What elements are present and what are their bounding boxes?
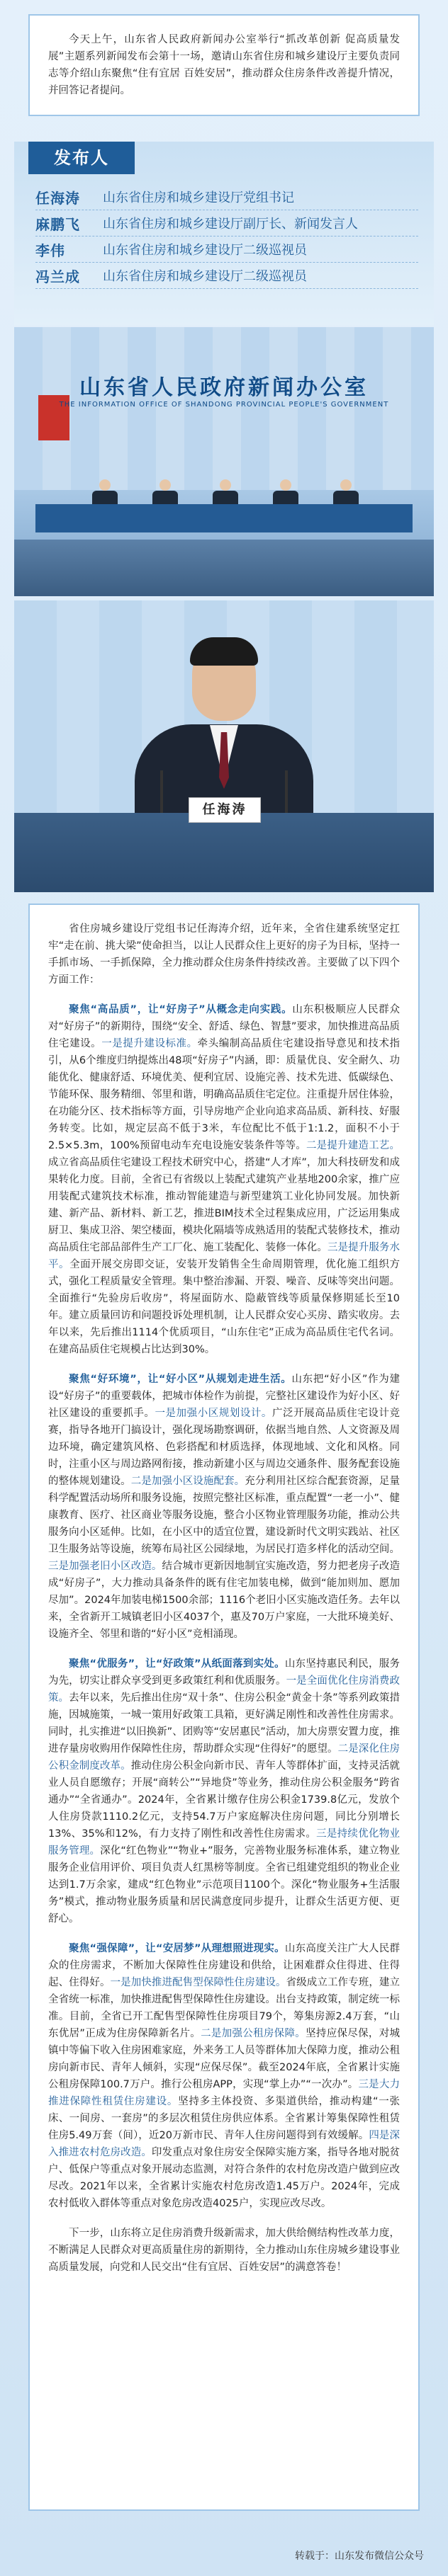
portrait-hair bbox=[190, 637, 258, 666]
speaker-figure bbox=[213, 479, 238, 508]
speaker-row bbox=[35, 210, 418, 236]
audience bbox=[14, 540, 434, 596]
speaker-figure bbox=[92, 479, 118, 508]
speaker-figure bbox=[152, 479, 178, 508]
section-heading: 聚焦“好环境”，让“好小区”从规划走进生活。 bbox=[69, 1374, 292, 1385]
paragraph-text: 山东高度关注广大人民群众的住房需求，不断加大保障性住房建设和供给，让困难群众住得进、住得起、住得好。 bbox=[48, 1943, 401, 1988]
paragraph bbox=[48, 1001, 400, 1358]
paragraph-text: 牵头编制高品质住宅建设指导意见和技术指引，从6个维度归纳提炼出48项“好房子”内涵，即：质量优良、安全耐久、功能优化、健康舒适、环境优美、便利宜居、设施完善、技术先进、低碳绿色、节能环保、服务精细、邻里和谐，明确高品质住宅定位。注重提升居住体验，在功能分区、技术指标等方面，引导房地产企业向追求高品质、新科技、好服务转变。比如，规定层高不低于3米，车位配比不低于1:1.2，面积不小于2.5×5.3m，100%预留电动车充电设施安装条件等等。 bbox=[48, 1038, 400, 1151]
paragraph-text: 山东把“好小区”作为建设“好房子”的重要载体，把城市体检作为前提，完整社区建设作为好小区、好社区建设的重要抓手。 bbox=[48, 1374, 400, 1419]
subheading: 二是加强公租房保障。 bbox=[201, 2028, 306, 2039]
hall-title: 山东省人民政府新闻办公室 bbox=[79, 375, 369, 400]
paragraph-text: 结合城市更新因地制宜实施改造，努力把老房子改造成“好房子”，大力推动具备条件的既有住宅加装电梯，做到“能加则加、愿加尽加”。2024年加装电梯1500余部；1116个老旧小区实施改造任务。去年以来，全省新开工城镇老旧小区4037个，惠及70万户家庭，一大批环境美好、设施齐全、邻里和谐的“好小区”竞相涌现。 bbox=[48, 1561, 400, 1640]
paragraph-text: 坚持多主体投资、多渠道供给，推动构建“一张床、一间房、一套房”的多层次租赁住房供应体系。全省累计筹集保障性租赁住房5.49万套（间），近20万新市民、青年人住房问题得到有效缓解。 bbox=[48, 2096, 401, 2141]
subheading: 一是加快推进配售型保障性住房建设。 bbox=[110, 1977, 286, 1988]
subheading: 二是加强小区设施配套。 bbox=[130, 1476, 245, 1487]
paragraph-text: 深化“红色物业”“物业+”服务，完善物业服务标准体系，建立物业服务企业信用评价、项目负责人红黑榜等制度。全省已组建党组织的物业企业达到1.7万余家，建成“红色物业”示范项目1100个。深化“物业服务+生活服务”模式，推动物业服务质量和居民满意度同步提升，让群众生活更方便、更舒心。 bbox=[48, 1845, 400, 1925]
paragraph-text: 山东积极顺应人民群众对“好房子”的新期待，围绕“安全、舒适、绿色、智慧”要求，加快推进高品质住宅建设。 bbox=[48, 1004, 400, 1049]
speaker-title: 山东省住房和城乡建设厅党组书记 bbox=[103, 190, 294, 205]
microphone-icon bbox=[160, 770, 163, 813]
subheading: 四是深入推进农村危房改造。 bbox=[48, 2130, 401, 2158]
section-heading: 聚焦“优服务”，让“好政策”从纸面落到实处。 bbox=[69, 1658, 285, 1670]
speakers-section bbox=[14, 142, 434, 326]
paragraph bbox=[48, 921, 400, 988]
paragraph-text: 全面开展交房即交证，安装开发销售全生命周期管理，优化施工组织方式，强化工程质量安全管理。集中整治渗漏、开裂、噪音、反味等突出问题。全面推行“先验房后收房”，将屋面防水、隐蔽管线等质量保修期延长至10年。建立质量回访和问题投诉处理机制，让人民群众安心买房、踏实收房。去年以来，先后推出1114个优质项目，“山东住宅”正成为高品质住宅代名词。在建高品质住宅规模占比达到30%。 bbox=[48, 1259, 400, 1355]
subheading: 一是加强小区规划设计。 bbox=[155, 1408, 272, 1419]
paragraph bbox=[48, 1655, 400, 1927]
speaker-name: 麻鹏飞 bbox=[35, 215, 80, 233]
speaker-title: 山东省住房和城乡建设厅二级巡视员 bbox=[103, 269, 307, 284]
subheading: 三是大力推进保障性租赁住房建设。 bbox=[48, 2079, 401, 2107]
hall-subtitle: THE INFORMATION OFFICE OF SHANDONG PROVINCIAL PEOPLE'S GOVERNMENT bbox=[59, 401, 389, 409]
subheading: 一是全面优化住房消费政策。 bbox=[48, 1675, 401, 1704]
subheading: 一是提升建设标准。 bbox=[101, 1038, 198, 1049]
paragraph-text: 推动住房公积金向新市民、青年人等群体扩面，支持灵活就业人员自愿缴存；开展“商转公”“异地贷”等业务，推动住房公积金服务“跨省通办”“全省通办”。2024年，全省累计缴存住房公积金1739.8亿元，发放个人住房贷款1110.2亿元，支持54.7万户家庭解决住房问题，同比分别增长13%、35%和12%，有力支持了刚性和改善性住房需求。 bbox=[48, 1760, 401, 1840]
intro-box bbox=[28, 14, 420, 116]
subheading: 三是提升服务水平。 bbox=[48, 1242, 400, 1270]
speaker-portrait-photo bbox=[14, 600, 434, 892]
intro-text: 今天上午，山东省人民政府新闻办公室举行“抓改革创新 促高质量发展”主题系列新闻发布会第十一场，邀请山东省住房和城乡建设厅主要负责同志等介绍山东聚焦“住有宜居 百姓安居”，推动群众住房条件改善提升情况，并回答记者提问。 bbox=[48, 34, 400, 96]
section-heading: 聚焦“高品质”，让“好房子”从概念走向实践。 bbox=[69, 1004, 293, 1015]
section-heading: 聚焦“强保障”，让“安居梦”从理想照进现实。 bbox=[69, 1943, 285, 1954]
press-conference-photo bbox=[14, 327, 434, 596]
speaker-name: 李伟 bbox=[35, 241, 65, 259]
paragraph-text: 下一步，山东将立足住房消费升级新需求，加大供给侧结构性改革力度，不断满足人民群众对更高质量住房的新期待，全力推动山东住房城乡建设事业高质量发展，向党和人民交出“住有宜居、百姓安居”的满意答卷！ bbox=[48, 2228, 400, 2273]
portrait-desk bbox=[14, 813, 434, 892]
paragraph-text: 印发重点对象住房安全保障实施方案，指导各地对脱贫户、低保户等重点对象开展动态监测，对符合条件的农村危房改造户做到应改尽改。2021年以来，全省累计实施农村危房改造1.45万户。2024年，完成农村低收入群体等重点对象危房改造4025户，实现应改尽改。 bbox=[48, 2147, 401, 2209]
subheading: 三是加强老旧小区改造。 bbox=[48, 1561, 162, 1572]
nameplate: 任海涛 bbox=[189, 797, 261, 823]
hall-backdrop bbox=[14, 327, 434, 490]
paragraph-text: 充分利用社区综合配套资源，足量科学配置活动场所和服务设施，按照完整社区标准，重点配置“一老一小”、健康教育、医疗、社区商业等服务设施，整合小区物业管理服务功能，推动公共服务向小区延伸。比如，在小区中的适宜位置，建设新时代文明实践站、社区卫生服务站等设施，统筹布局社区公园绿地，为居民打造多样化的活动空间。 bbox=[48, 1476, 401, 1555]
speaker-row bbox=[35, 263, 418, 289]
speaker-list bbox=[35, 184, 418, 289]
speaker-table bbox=[35, 504, 413, 532]
paragraph bbox=[48, 1371, 400, 1643]
paragraph-text: 广泛开展高品质住宅设计竞赛，指导各地开门搞设计，强化现场勘察调研，依据当地自然、人文资源及周边环境，确定建筑风格、色彩搭配和材质选择，体现地域、文化和风格。同时，注重小区与周边路网衔接，推动新建小区与周边交通条件、服务配套设施的整体规划建设。 bbox=[48, 1408, 400, 1487]
speaker-row bbox=[35, 236, 418, 263]
subheading: 三是持续优化物业服务管理。 bbox=[48, 1828, 401, 1857]
microphone-icon bbox=[285, 770, 288, 813]
speaker-title: 山东省住房和城乡建设厅副厅长、新闻发言人 bbox=[103, 217, 358, 232]
speakers-heading: 发布人 bbox=[28, 142, 135, 174]
speaker-row bbox=[35, 184, 418, 210]
speaker-name: 任海涛 bbox=[35, 189, 80, 207]
speaker-title: 山东省住房和城乡建设厅二级巡视员 bbox=[103, 243, 307, 258]
article-box bbox=[28, 904, 420, 2511]
paragraph bbox=[48, 2225, 400, 2276]
source-footer: 转载于：山东发布微信公众号 bbox=[295, 2551, 424, 2562]
speaker-figure bbox=[273, 479, 298, 508]
speaker-name: 冯兰成 bbox=[35, 268, 80, 285]
paragraph-text: 成立省高品质住宅建设工程技术研究中心，搭建“人才库”，加大科技研发和成果转化力度。目前，全省已有省级以上装配式建筑产业基地200余家，推广应用装配式建筑技术标准，推动智能建造与新型建筑工业化协同发展。加快新建、新产品、新材料、新工艺，推进BIM技术全过程集成应用，广泛运用集成厨卫、集成卫浴、架空楼面，模块化隔墙等成熟适用的装配式装修技术，推动高品质住宅部品部件生产工厂化、施工装配化、装修一体化。 bbox=[48, 1157, 400, 1253]
subheading: 二是深化住房公积金制度改革。 bbox=[48, 1743, 401, 1772]
speaker-figure bbox=[333, 479, 359, 508]
paragraph-text: 坚持应保尽保，对城镇中等偏下收入住房困难家庭，外来务工人员等群体加大保障力度，推动公租房向新市民、青年人倾斜，实现“应保尽保”。截至2024年底，全省累计实施公租房保障100.7万户。推行公租房APP，实现“掌上办”“一次办”。 bbox=[48, 2028, 401, 2090]
paragraph-text: 山东坚持惠民利民，服务为先，切实让群众享受到更多政策红利和优质服务。 bbox=[48, 1658, 401, 1687]
paragraph-text: 省住房城乡建设厅党组书记任海涛介绍，近年来，全省住建系统坚定扛牢“走在前、挑大梁”使命担当，以让人民群众住上更好的房子为目标，坚持一手抓市场、一手抓保障，全力推动群众住房条件持续改善。主要做了以下四个方面工作： bbox=[48, 923, 400, 986]
paragraph-text: 去年以来，先后推出住房“双十条”、住房公积金“黄金十条”等系列政策措施，因城施策，一城一策用好政策工具箱，更好满足刚性和改善性住房需求。同时，扎实推进“以旧换新”、团购等“安居惠民”活动，加大房票安置力度，推进存量房收购用作保障性住房，帮助群众实现“住得好”的愿望。 bbox=[48, 1692, 401, 1755]
paragraph bbox=[48, 1940, 400, 2212]
subheading: 二是提升建造工艺。 bbox=[306, 1140, 400, 1151]
paragraph-text: 省级成立工作专班，建立全省统一标准，加快推进配售型保障性住房建设。出台支持政策，制定统一标准。目前，全省已开工配售型保障性住房项目79个，筹集房源2.4万套，“山东优居”正成为住房保障新名片。 bbox=[48, 1977, 401, 2039]
